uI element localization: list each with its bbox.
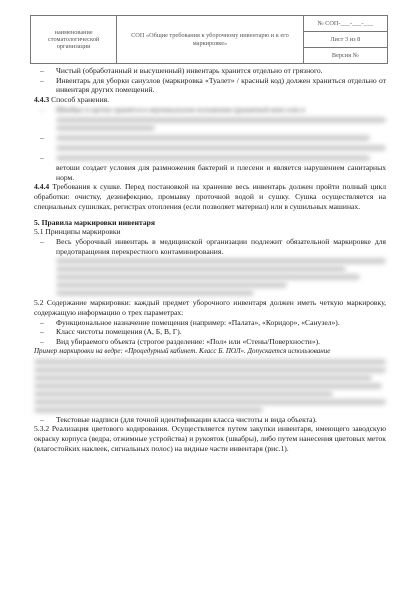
list-item: – Текстовые надписи (для точной идентификации класса чистоты и вида объекта). [40, 414, 317, 424]
org-cell: наименование стоматологической организации [31, 16, 117, 64]
list-item: – Инвентарь для уборки санузлов (маркировка «Туалет» / красный код) должен храниться отдельно от инвентаря других помещений. [40, 75, 386, 95]
header-table [30, 15, 388, 64]
blurred-list-item: – Швабры и щетки хранятся в вертикальном положении (рукояткой вниз или в [40, 104, 305, 114]
example-text: Пример маркировки на ведре: «Процедурный кабинет. Класс Б. ПОЛ». Допускается использование [34, 346, 331, 355]
paragraph: ветоши создает условия для размножения бактерий и плесени и является нарушением санитарных норм. [56, 163, 386, 182]
blurred-block [34, 145, 386, 151]
blurred-block [34, 258, 386, 296]
list-item: – Чистый (обработанный и высушенный) инвентарь хранится отдельно от грязного. [40, 66, 323, 75]
list-item: – Весь уборочный инвентарь в медицинской организации подлежит обязательной маркировке для предотвращения перекрестного контаминирования. [40, 236, 386, 256]
paragraph: 5.3.2 Реализация цветового кодирования. Осуществляется путем закупки инвентаря, имеющего заводскую окраску корпуса (ведра, отжимные устройства) и рукояток (швабры), либо путем нанесения цветовых меток (влагостойких наклеек, сигнальных полос) на видные части инвентаря (рис.1). [34, 424, 386, 453]
paragraph: 4.4.4 Требования к сушке. Перед постановкой на хранение весь инвентарь должен пройти полный цикл обработки: очистку, дезинфекцию, промывку проточной водой и сушку. Сушка осуществляется на специальных сушилках, регистрах отопления (если позволяет материал) или в сушильных машинах. [34, 182, 386, 211]
section-heading: 4.4.3 Способ хранения. [34, 95, 110, 105]
list-item: – Класс чистоты помещения (А, Б, В, Г). [40, 327, 182, 337]
meta-cell [303, 16, 387, 64]
blurred-block [34, 359, 386, 413]
sop-number: № СОП-___-___-___ [304, 16, 387, 32]
blurred-block [34, 117, 386, 131]
section-title: 5. Правила маркировки инвентаря [34, 217, 155, 227]
blurred-list-item: – [34, 133, 386, 143]
sheet-number: Лист 3 из 8 [304, 32, 387, 48]
document-body [34, 66, 386, 453]
version: Версия № [331, 52, 359, 59]
list-item: – Вид убираемого объекта (строгое разделение: «Пол» или «Стены/Поверхности»). [40, 337, 321, 347]
paragraph: 5.2 Содержание маркировки: каждый предмет уборочного инвентаря должен иметь четкую маркировку, содержащую информацию о трех параметрах: [34, 298, 386, 318]
list-item: – Функциональное назначение помещения (например: «Палата», «Коридор», «Санузел»). [40, 317, 340, 327]
blurred-list-item: – [34, 153, 386, 163]
sop-title-cell: СОП «Общие требования к уборочному инвентарю и к его маркировке» [117, 16, 303, 64]
subsection-title: 5.1 Принципы маркировки [34, 227, 121, 237]
